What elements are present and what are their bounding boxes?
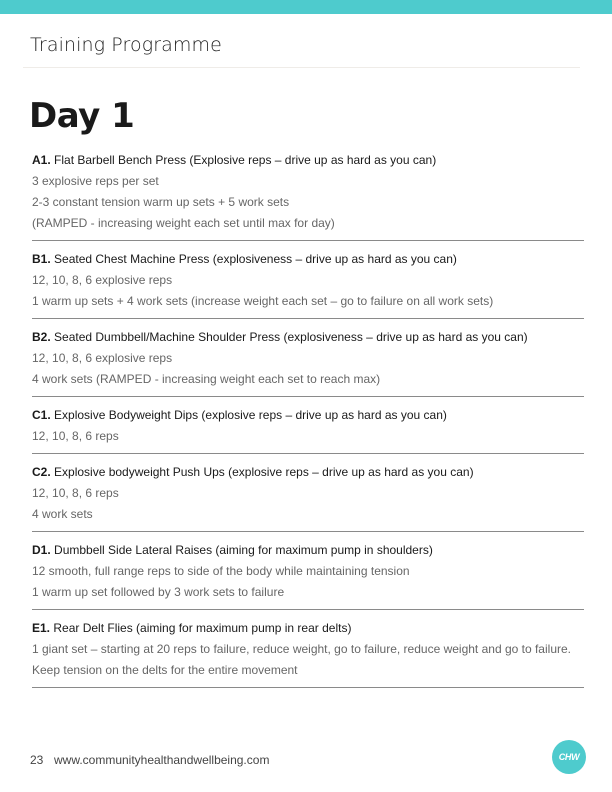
exercise-d1 [32,532,584,610]
exercise-list [32,148,584,688]
exercise-title [32,540,584,561]
exercise-detail: 12, 10, 8, 6 explosive reps [32,273,173,287]
exercise-name: Seated Chest Machine Press (explosiveness – drive up as hard as you can) [50,252,457,266]
exercise-detail: 4 work sets (RAMPED - increasing weight each set to reach max) [32,372,381,386]
exercise-title [32,462,584,483]
exercise-code: C2. [32,465,51,479]
exercise-detail: Keep tension on the delts for the entire movement [32,663,298,677]
exercise-detail: 1 giant set – starting at 20 reps to failure, reduce weight, go to failure, reduce weight and go to failure. [32,642,571,656]
exercise-c1 [32,397,584,454]
exercise-code: E1. [32,621,51,635]
exercise-name: Explosive bodyweight Push Ups (explosive reps – drive up as hard as you can) [50,465,474,479]
footer-website-link[interactable]: www.communityhealthandwellbeing.com [54,753,270,767]
exercise-b1 [32,241,584,319]
exercise-detail: (RAMPED - increasing weight each set until max for day) [32,216,335,230]
exercise-detail: 12, 10, 8, 6 explosive reps [32,351,173,365]
exercise-detail: 12 smooth, full range reps to side of the body while maintaining tension [32,564,410,578]
exercise-a1 [32,148,584,241]
exercise-code: B1. [32,252,51,266]
exercise-detail: 1 warm up set followed by 3 work sets to failure [32,585,285,599]
header-divider [23,67,580,68]
exercise-code: A1. [32,153,51,167]
exercise-title [32,327,584,348]
exercise-code: B2. [32,330,51,344]
exercise-code: D1. [32,543,51,557]
exercise-name: Seated Dumbbell/Machine Shoulder Press (explosiveness – drive up as hard as you can) [50,330,528,344]
exercise-title [32,618,584,639]
day-heading: Day 1 [29,96,135,136]
exercise-name: Flat Barbell Bench Press (Explosive reps – drive up as hard as you can) [50,153,437,167]
exercise-code: C1. [32,408,51,422]
exercise-name: Rear Delt Flies (aiming for maximum pump in rear delts) [50,621,352,635]
exercise-title [32,150,584,171]
exercise-b2 [32,319,584,397]
exercise-detail: 12, 10, 8, 6 reps [32,486,119,500]
top-accent-bar [0,0,612,14]
page-header-title: Training Programme [30,34,222,56]
exercise-name: Dumbbell Side Lateral Raises (aiming for maximum pump in shoulders) [50,543,433,557]
exercise-c2 [32,454,584,532]
exercise-detail: 12, 10, 8, 6 reps [32,429,119,443]
exercise-title [32,405,584,426]
exercise-detail: 1 warm up sets + 4 work sets (increase weight each set – go to failure on all work sets) [32,294,494,308]
exercise-detail: 3 explosive reps per set [32,174,159,188]
exercise-detail: 2-3 constant tension warm up sets + 5 work sets [32,195,290,209]
exercise-detail: 4 work sets [32,507,93,521]
exercise-e1 [32,610,584,688]
page-number: 23 [30,753,44,767]
chw-logo-icon: CHW [552,740,586,774]
exercise-name: Explosive Bodyweight Dips (explosive reps – drive up as hard as you can) [50,408,447,422]
exercise-title [32,249,584,270]
